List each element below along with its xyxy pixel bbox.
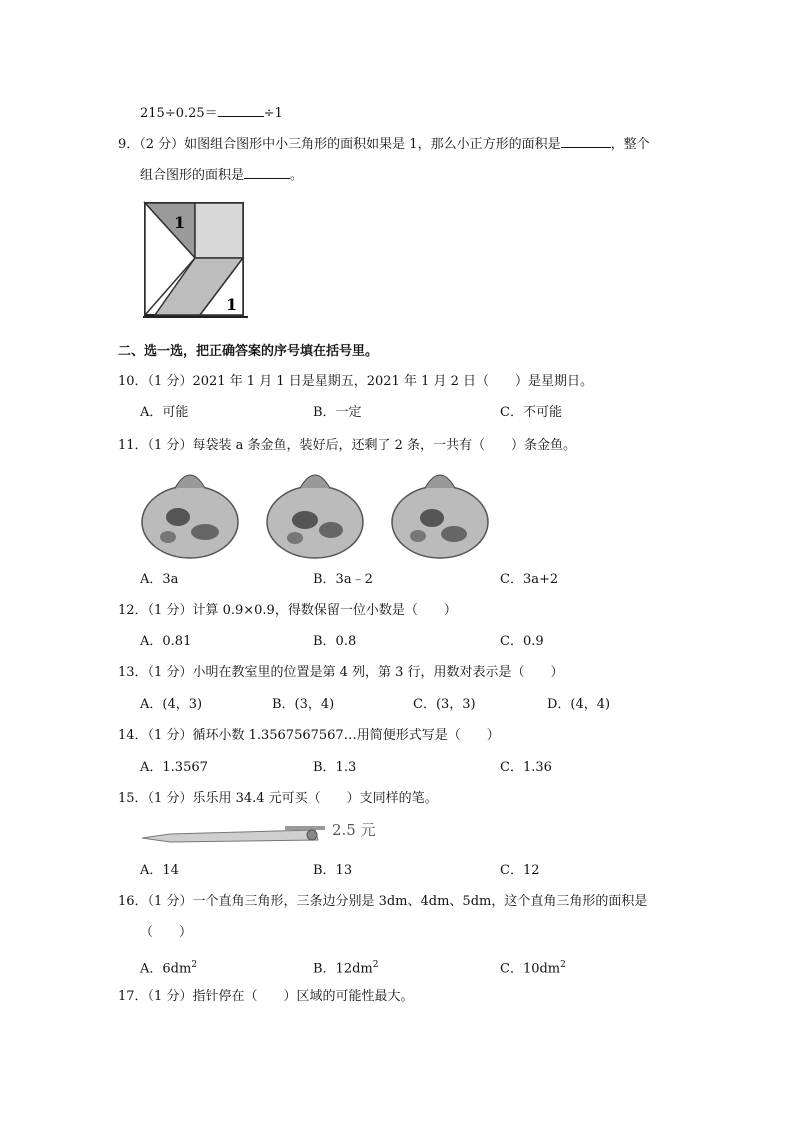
q13-option-a[interactable]: A．(4，3) bbox=[140, 697, 203, 712]
q9-composite-figure bbox=[140, 198, 250, 324]
q8-left: 215÷0.25＝ bbox=[140, 106, 218, 121]
q15-option-b[interactable]: B．13 bbox=[313, 863, 353, 878]
q8-right: ÷1 bbox=[263, 106, 283, 121]
q9-blank-square[interactable] bbox=[561, 136, 611, 148]
q12-option-c[interactable]: C．0.9 bbox=[500, 634, 544, 649]
q15-text: 15．（1 分）乐乐用 34.4 元可买（ ）支同样的笔。 bbox=[118, 791, 438, 806]
q10-text: 10．（1 分）2021 年 1 月 1 日是星期五，2021 年 1 月 2 日（ ）是星期日。 bbox=[118, 374, 594, 389]
q10-option-b[interactable]: B．一定 bbox=[313, 405, 362, 420]
q14-option-c[interactable]: C．1.36 bbox=[500, 760, 552, 775]
q16-option-c-text: C．10dm bbox=[500, 961, 561, 977]
q12-option-a[interactable]: A．0.81 bbox=[140, 634, 192, 649]
small-square bbox=[195, 203, 243, 258]
q15-price: 2.5 元 bbox=[332, 821, 376, 839]
q13-text: 13．（1 分）小明在教室里的位置是第 4 列，第 3 行，用数对表示是（ ） bbox=[118, 665, 564, 680]
q9-text-d: 。 bbox=[290, 168, 304, 183]
q9-line1 bbox=[118, 136, 650, 153]
q14-text: 14．（1 分）循环小数 1.3567567567…用简便形式写是（ ） bbox=[118, 728, 500, 743]
goldfish-bag-2 bbox=[267, 475, 363, 558]
q16-option-a-text: A．6dm bbox=[140, 961, 192, 977]
q16-option-b-sup: 2 bbox=[372, 960, 379, 970]
q16-option-a-sup: 2 bbox=[191, 960, 198, 970]
q10-option-c[interactable]: C．不可能 bbox=[500, 405, 562, 420]
q12-text: 12．（1 分）计算 0.9×0.9，得数保留一位小数是（ ） bbox=[118, 603, 457, 618]
q8-blank[interactable] bbox=[218, 105, 264, 117]
q11-option-b[interactable]: B．3a﹣2 bbox=[313, 572, 373, 587]
q15-option-c[interactable]: C．12 bbox=[500, 863, 540, 878]
q16-option-b-text: B．12dm bbox=[313, 961, 373, 977]
q9-blank-total[interactable] bbox=[244, 167, 290, 179]
q14-option-b[interactable]: B．1.3 bbox=[313, 760, 357, 775]
q16-option-b[interactable] bbox=[313, 957, 378, 977]
q15-option-a[interactable]: A．14 bbox=[140, 863, 179, 878]
q16-option-c[interactable] bbox=[500, 957, 566, 977]
q9-line2 bbox=[140, 167, 303, 184]
q11-option-a[interactable]: A．3a bbox=[140, 572, 179, 587]
section-2-title: 二、选一选，把正确答案的序号填在括号里。 bbox=[118, 344, 379, 359]
q9-text-b: ，整个 bbox=[610, 137, 650, 152]
q13-option-d[interactable]: D．(4，4) bbox=[547, 697, 611, 712]
q8-line bbox=[140, 105, 283, 122]
q11-text: 11．（1 分）每袋装 a 条金鱼，装好后，还剩了 2 条，一共有（ ）条金鱼。 bbox=[118, 438, 576, 453]
q16-cont: （ ） bbox=[140, 925, 193, 940]
figure-label-top: 1 bbox=[174, 213, 186, 232]
q11-option-c[interactable]: C．3a+2 bbox=[500, 572, 559, 587]
q13-option-b[interactable]: B．(3，4) bbox=[272, 697, 335, 712]
q16-option-c-sup: 2 bbox=[560, 960, 566, 970]
q10-option-a[interactable]: A．可能 bbox=[140, 405, 189, 420]
goldfish-bag-3 bbox=[392, 475, 488, 558]
q13-option-c[interactable]: C．(3，3) bbox=[413, 697, 476, 712]
q14-option-a[interactable]: A．1.3567 bbox=[140, 760, 208, 775]
q16-option-a[interactable] bbox=[140, 957, 197, 977]
q9-text: 9．（2 分）如图组合图形中小三角形的面积如果是 1，那么小正方形的面积是 bbox=[118, 137, 561, 152]
q9-text-c: 组合图形的面积是 bbox=[140, 168, 245, 183]
figure-label-bottom: 1 bbox=[226, 295, 238, 314]
goldfish-bag-1 bbox=[142, 475, 238, 558]
q12-option-b[interactable]: B．0.8 bbox=[313, 634, 357, 649]
q16-text: 16．（1 分）一个直角三角形，三条边分别是 3dm、4dm、5dm，这个直角三角形的面积是 bbox=[118, 894, 648, 909]
goldfish-bags-image bbox=[140, 462, 520, 562]
q17-text: 17．（1 分）指针停在（ ）区域的可能性最大。 bbox=[118, 989, 414, 1004]
